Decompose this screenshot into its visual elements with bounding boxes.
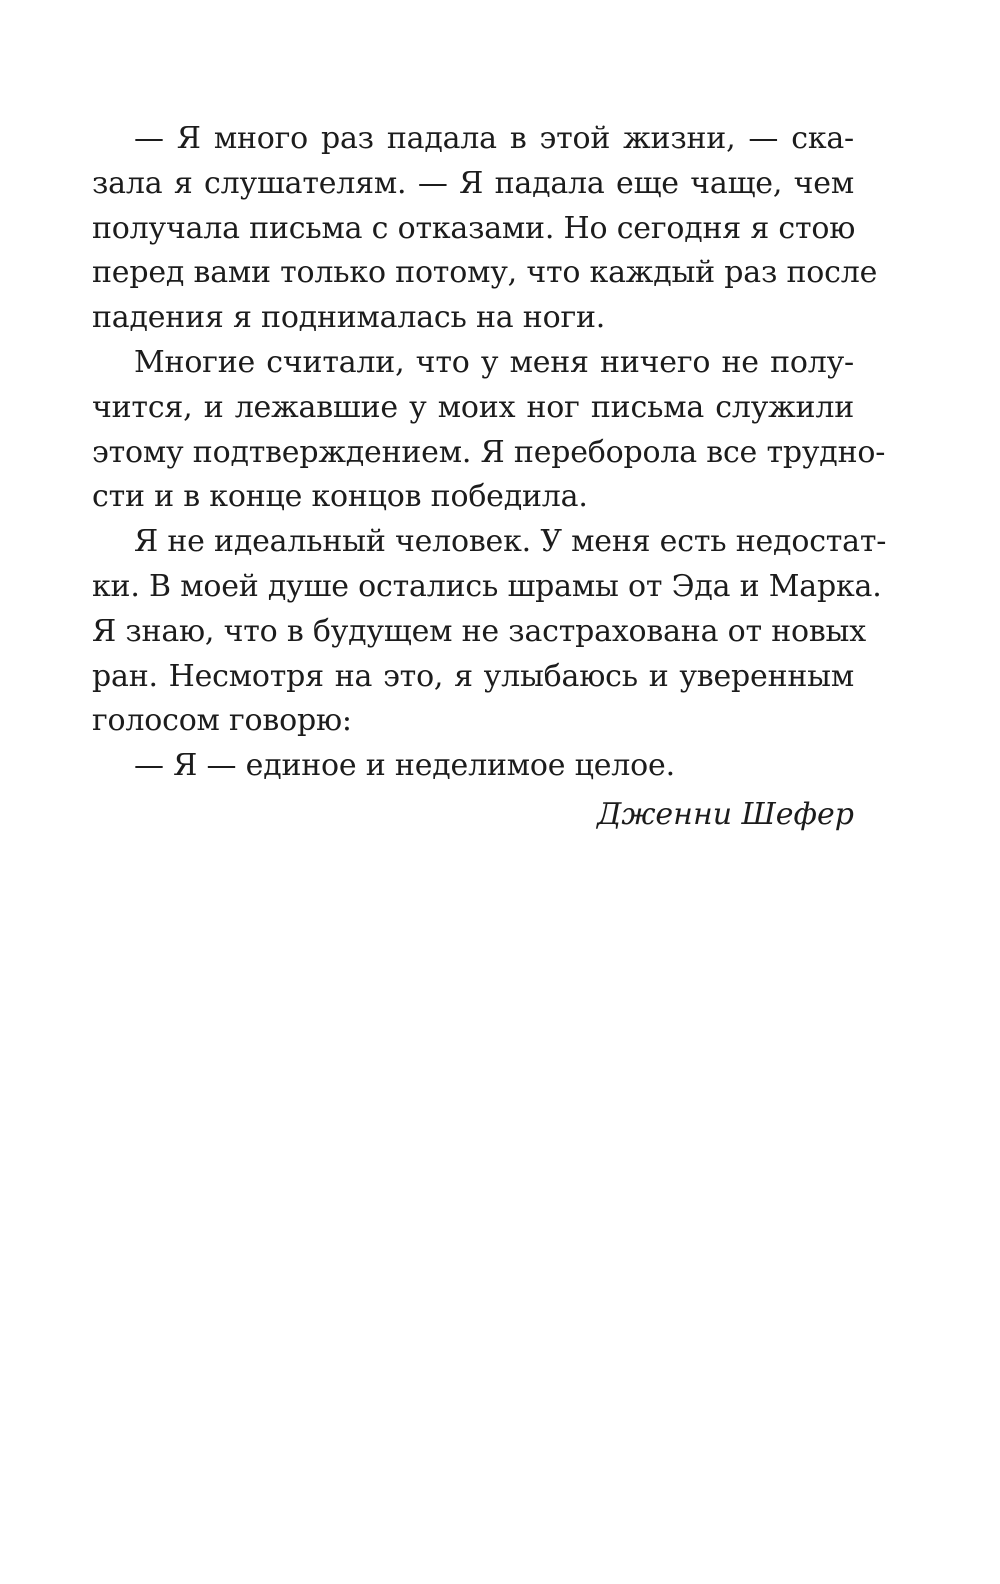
text-line: ран. Несмотря на это, я улыбаюсь и уверенным [92,658,854,694]
text-line: голосом говорю: [92,703,352,739]
text-line: получала письма с отказами. Но сегодня я стою [92,210,856,246]
text-line: Многие считали, что у меня ничего не полу- [134,344,854,380]
author-signature: Дженни Шефер [596,797,854,832]
text-line: — Я много раз падала в этой жизни, — ска- [134,121,854,156]
text-line: Я не идеальный человек. У меня есть недостат- [134,524,887,560]
text-block [92,117,887,789]
text-line: ки. В моей душе остались шрамы от Эда и Марка. [92,568,882,604]
text-line: Я знаю, что в будущем не застрахована от новых [92,613,866,649]
text-line: этому подтверждением. Я переборола все трудно- [92,434,886,470]
text-line: чится, и лежавшие у моих ног письма служили [92,389,854,425]
text-line: перед вами только потому, что каждый раз после [92,255,878,291]
text-line: падения я поднималась на ноги. [92,300,606,336]
text-line: зала я слушателям. — Я падала еще чаще, чем [92,165,854,201]
text-line: сти и в конце концов победила. [92,479,588,515]
text-line: — Я — единое и неделимое целое. [134,748,675,784]
